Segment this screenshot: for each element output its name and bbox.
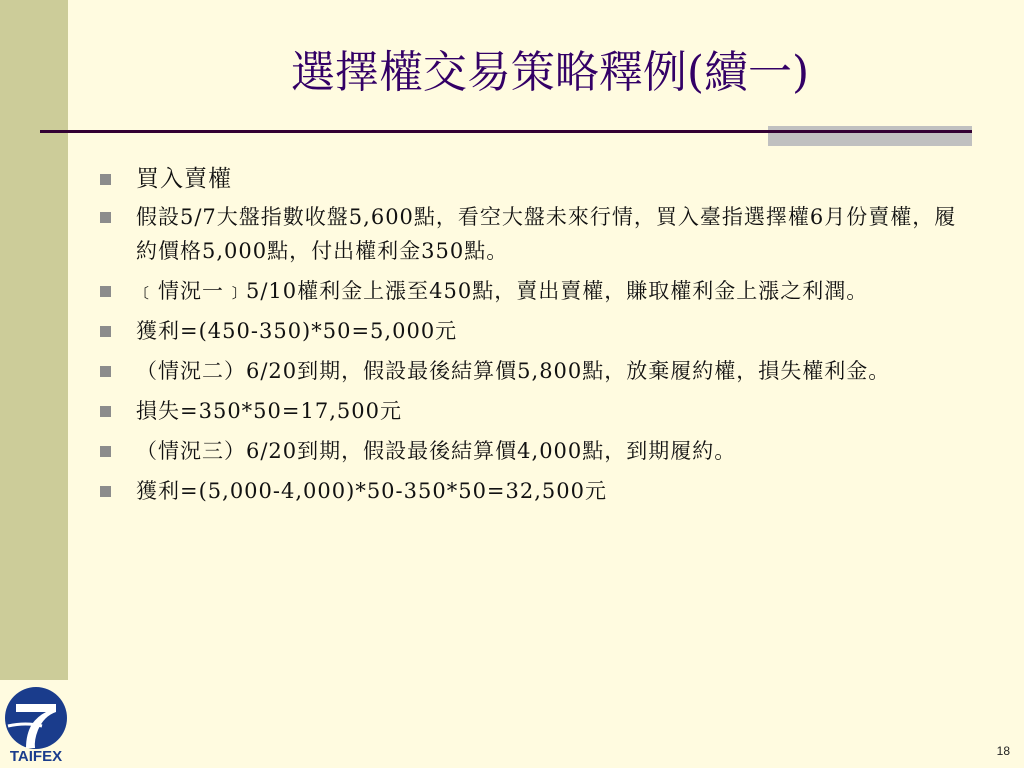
square-bullet-icon (100, 446, 111, 457)
slide-title: 選擇權交易策略釋例(續一) (290, 47, 810, 98)
bullet-item-case-3 (98, 434, 978, 468)
square-bullet-icon (100, 286, 111, 297)
bullet-item-assumption (98, 200, 978, 268)
bullet-text: （情況二）6/20到期，假設最後結算價5,800點，放棄履約權，損失權利金。 (136, 359, 891, 383)
square-bullet-icon (100, 326, 111, 337)
logo-wordmark: TAIFEX (9, 748, 63, 765)
bullet-text: （情況三）6/20到期，假設最後結算價4,000點，到期履約。 (136, 439, 737, 463)
left-sidebar-band (0, 0, 68, 680)
bullet-item-case-2-loss (98, 394, 978, 428)
bullet-text: ﹝情況一﹞5/10權利金上漲至450點，賣出賣權，賺取權利金上漲之利潤。 (136, 279, 869, 303)
bullet-item-case-2 (98, 354, 978, 388)
bullet-text: 假設5/7大盤指數收盤5,600點，看空大盤未來行情，買入臺指選擇權6月份賣權，履約價格5,000點，付出權利金350點。 (136, 205, 957, 263)
bullet-text: 獲利=(450-350)*50=5,000元 (136, 319, 458, 343)
bullet-item-case-1-profit (98, 314, 978, 348)
page-number: 18 (996, 744, 1010, 758)
bullet-item-buy-put (98, 162, 978, 196)
bullet-text: 損失=350*50=17,500元 (136, 399, 402, 423)
bullet-item-case-1 (98, 274, 978, 308)
title-rule-accent (768, 126, 972, 146)
square-bullet-icon (100, 366, 111, 377)
square-bullet-icon (100, 212, 111, 223)
bullet-text: 獲利=(5,000-4,000)*50-350*50=32,500元 (136, 479, 608, 503)
square-bullet-icon (100, 174, 111, 185)
square-bullet-icon (100, 406, 111, 417)
title-rule-accent-line (768, 130, 972, 133)
square-bullet-icon (100, 486, 111, 497)
bullet-text: 買入賣權 (136, 166, 232, 192)
bullet-list (98, 162, 978, 514)
bullet-item-case-3-profit (98, 474, 978, 508)
